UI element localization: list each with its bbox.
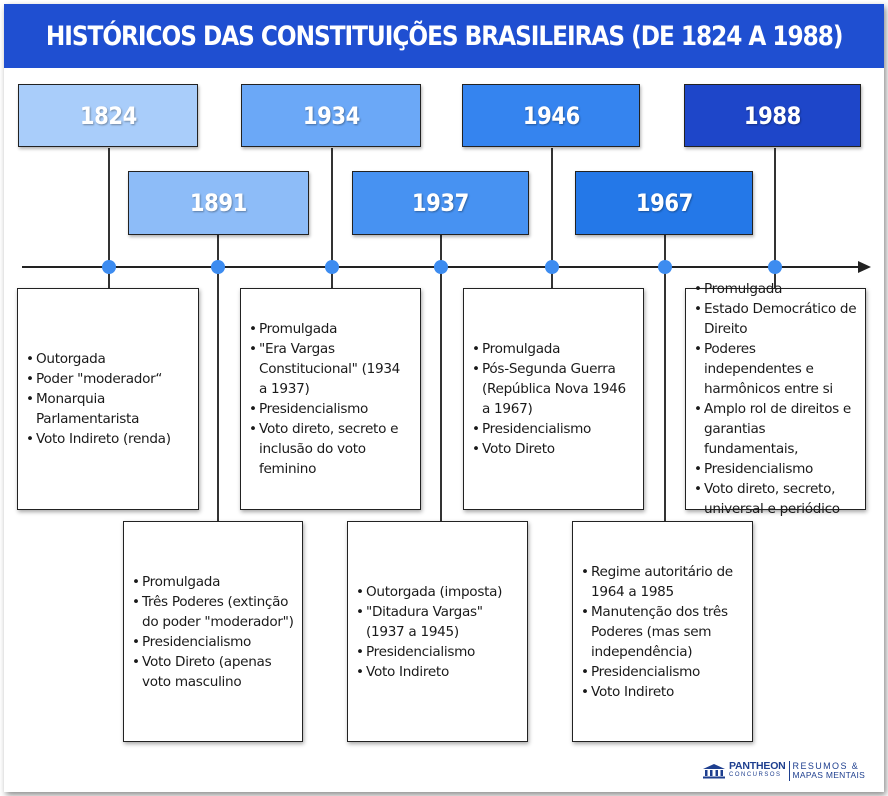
list-item: • Outorgada: [26, 349, 190, 369]
connector-1891: [217, 235, 219, 522]
year-box-1946: [462, 84, 640, 147]
list-item: • Promulgada: [472, 339, 635, 359]
year-box-1824: [18, 84, 198, 147]
list-item: • Presidencialismo: [356, 642, 519, 662]
list-item: • Voto Direto (apenas voto masculino: [132, 652, 294, 692]
list-item: • Presidencialismo: [132, 632, 294, 652]
year-box-1988: [684, 84, 861, 147]
details-card-1988: [685, 281, 866, 517]
year-label: 1946: [522, 101, 580, 130]
logo-brand-name: PANTHEON: [729, 760, 786, 772]
connector-1937: [440, 235, 442, 522]
details-card-1937: [347, 521, 528, 742]
details-card-1891: [123, 521, 303, 742]
timeline-dot-1988: [768, 260, 782, 274]
list-item: • Poder "moderador“: [26, 369, 190, 389]
list-item: • Promulgada: [132, 572, 294, 592]
list-item: • Promulgada: [249, 319, 412, 339]
list-item: • Presidencialismo: [581, 662, 744, 682]
details-card-1934: [240, 288, 421, 510]
list-item: • Monarquia Parlamentarista: [26, 389, 190, 429]
list-item: • Amplo rol de direitos e garantias fundamentais,: [694, 399, 857, 459]
list-item: • Regime autoritário de 1964 a 1985: [581, 562, 744, 602]
year-box-1934: [241, 84, 421, 147]
logo-tagline-2: MAPAS MENTAIS: [792, 770, 866, 780]
list-item: • Presidencialismo: [472, 419, 635, 439]
title-banner: [4, 4, 884, 68]
year-label: 1967: [635, 189, 693, 217]
list-item: • Promulgada: [694, 279, 857, 299]
year-label: 1988: [743, 101, 802, 130]
list-item: • Voto Indireto: [356, 662, 519, 682]
year-box-1967: [575, 171, 753, 235]
details-card-1967: [572, 521, 753, 742]
logo-tagline-1: RESUMOS &: [792, 761, 860, 771]
list-item: • Voto Indireto: [581, 682, 744, 702]
timeline-dot-1937: [434, 260, 448, 274]
list-item: • Voto Indireto (renda): [26, 429, 190, 449]
logo-brand-sub: CONCURSOS: [729, 772, 782, 778]
list-item: • Estado Democrático de Direito: [694, 299, 857, 339]
logo-divider: [789, 761, 790, 781]
page-title: HISTÓRICOS DAS CONSTITUIÇÕES BRASILEIRAS (DE 1824 A 1988): [45, 20, 843, 52]
list-item: • Presidencialismo: [249, 399, 412, 419]
timeline-dot-1946: [545, 260, 559, 274]
pantheon-logo: [702, 760, 865, 782]
year-box-1937: [352, 171, 529, 235]
list-item: • Outorgada (imposta): [356, 582, 519, 602]
pantheon-temple-icon: [702, 763, 726, 779]
year-label: 1824: [79, 101, 137, 130]
year-label: 1937: [411, 189, 470, 217]
list-item: • Pós-Segunda Guerra (República Nova 1946 a 1967): [472, 359, 635, 419]
timeline-dot-1934: [325, 260, 339, 274]
year-label: 1934: [302, 101, 360, 130]
list-item: • Poderes independentes e harmônicos entre si: [694, 339, 857, 399]
timeline-dot-1967: [658, 260, 672, 274]
connector-1967: [664, 235, 666, 522]
list-item: • "Era Vargas Constitucional" (1934 a 1937): [249, 339, 412, 399]
list-item: • Presidencialismo: [694, 459, 857, 479]
list-item: • Manutenção dos três Poderes (mas sem independência): [581, 602, 744, 662]
list-item: • Voto direto, secreto e inclusão do voto feminino: [249, 419, 412, 479]
year-box-1891: [128, 171, 309, 235]
year-label: 1891: [189, 189, 248, 217]
details-card-1824: [17, 288, 199, 510]
list-item: • Voto direto, secreto, universal e periódico: [694, 479, 857, 519]
details-card-1946: [463, 288, 644, 510]
timeline-dot-1891: [211, 260, 225, 274]
timeline-dot-1824: [102, 260, 116, 274]
list-item: • "Ditadura Vargas" (1937 a 1945): [356, 602, 519, 642]
list-item: • Três Poderes (extinção do poder "moderador"): [132, 592, 294, 632]
timeline-arrowhead: [858, 261, 871, 273]
list-item: • Voto Direto: [472, 439, 635, 459]
